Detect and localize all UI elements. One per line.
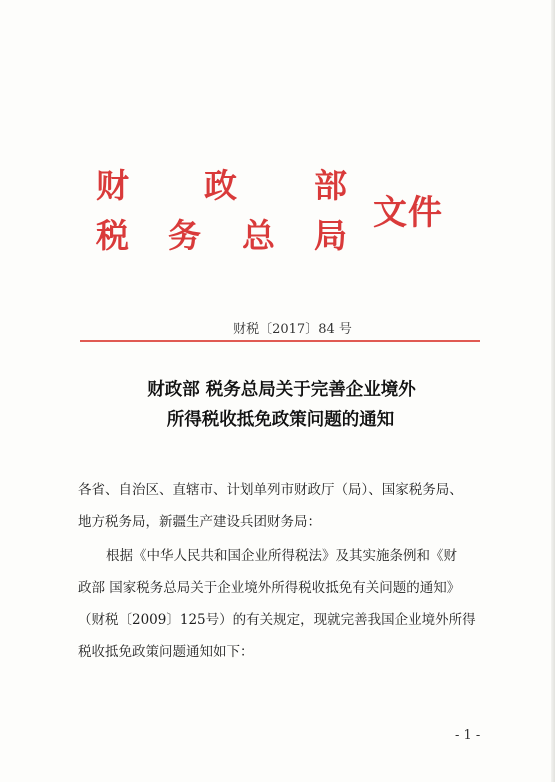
- letterhead-char: 局: [314, 216, 347, 255]
- document-title-line-1: 财政部 税务总局关于完善企业境外: [147, 380, 416, 400]
- letterhead-char: 总: [242, 216, 275, 255]
- body-line: 政部 国家税务总局关于企业境外所得税收抵免有关问题的通知》: [78, 580, 461, 596]
- red-divider-line: [80, 340, 480, 342]
- letterhead-suffix: 文件: [373, 193, 443, 233]
- document-number: 财税〔2017〕84 号: [233, 322, 352, 337]
- document-title-line-2: 所得税收抵免政策问题的通知: [166, 410, 395, 430]
- letterhead-char: 部: [314, 166, 347, 205]
- letterhead-char: 务: [168, 216, 201, 255]
- body-line: 税收抵免政策问题通知如下：: [78, 644, 254, 660]
- body-line: 各省、自治区、直辖市、计划单列市财政厅（局）、国家税务局、: [78, 482, 463, 498]
- body-line: （财税〔2009〕125号）的有关规定，现就完善我国企业境外所得: [78, 612, 476, 628]
- letterhead-char: 税: [96, 216, 129, 255]
- letterhead-char: 财: [96, 166, 129, 205]
- body-line: 根据《中华人民共和国企业所得税法》及其实施条例和《财: [106, 548, 457, 564]
- page-number: - 1 -: [455, 728, 481, 743]
- letterhead-char: 政: [204, 166, 237, 205]
- body-line: 地方税务局，新疆生产建设兵团财务局：: [78, 514, 321, 530]
